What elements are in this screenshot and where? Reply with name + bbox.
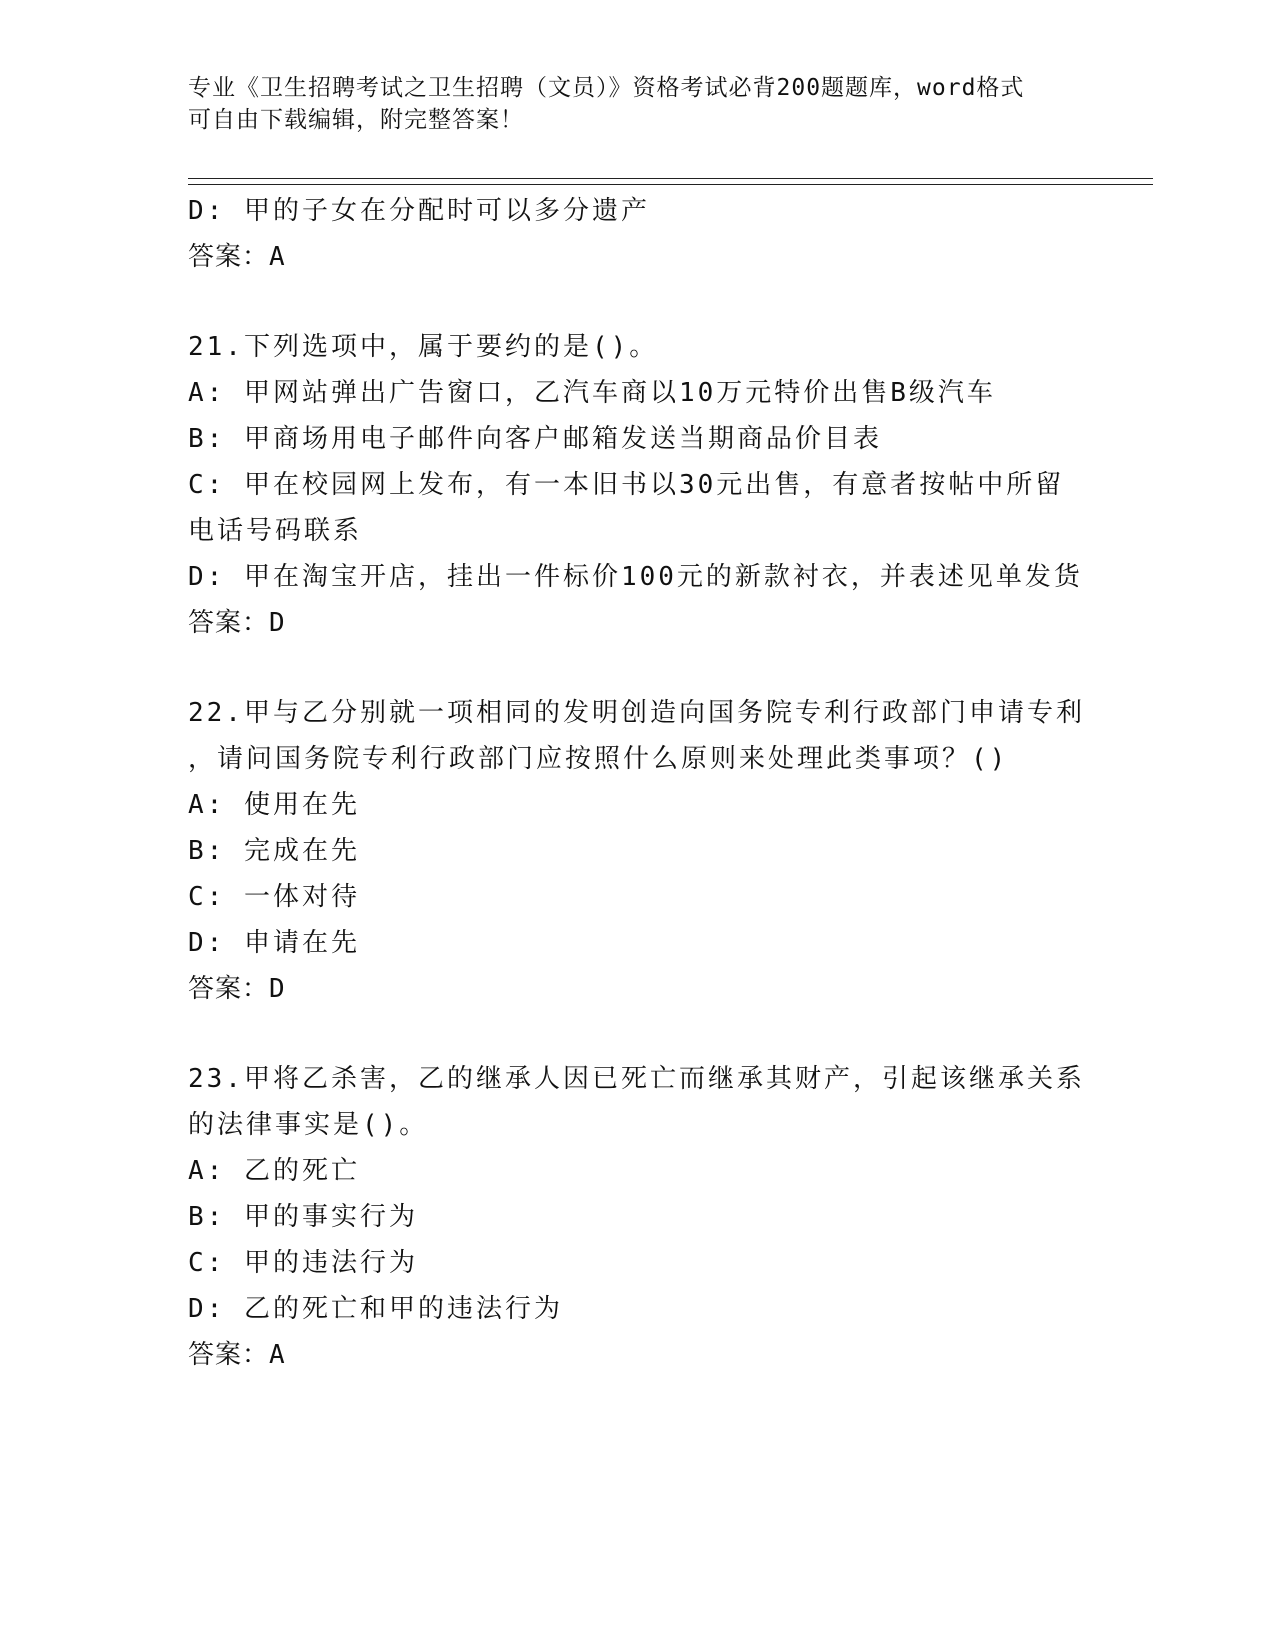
question-stem-continued: 的法律事实是()。 [188, 1110, 429, 1140]
option-d: D: 甲在淘宝开店，挂出一件标价100元的新款衬衣，并表述见单发货 [188, 562, 1083, 592]
spacer [188, 1012, 1088, 1056]
option-b: B: 甲商场用电子邮件向客户邮箱发送当期商品价目表 [188, 424, 882, 454]
question-stem: 23.甲将乙杀害，乙的继承人因已死亡而继承其财产，引起该继承关系 [188, 1064, 1085, 1094]
option-b: B: 完成在先 [188, 836, 360, 866]
header-line: 可自由下载编辑，附完整答案！ [188, 107, 524, 133]
option-a: A: 使用在先 [188, 790, 360, 820]
option-c: C: 一体对待 [188, 882, 360, 912]
page-header [188, 72, 1088, 136]
option-c: C: 甲的违法行为 [188, 1248, 418, 1278]
option-c-continued: 电话号码联系 [188, 516, 363, 546]
header-line: 专业《卫生招聘考试之卫生招聘（文员）》资格考试必背200题题库，word格式 [188, 75, 1025, 101]
question-21 [188, 324, 1088, 646]
question-22 [188, 690, 1088, 1012]
question-content [188, 188, 1088, 1378]
option-d: D: 申请在先 [188, 928, 360, 958]
answer-line: 答案：D [188, 608, 286, 638]
question-stem: 22.甲与乙分别就一项相同的发明创造向国务院专利行政部门申请专利 [188, 698, 1085, 728]
answer-line: 答案：D [188, 974, 286, 1004]
option-a: A: 乙的死亡 [188, 1156, 360, 1186]
option-d: D: 甲的子女在分配时可以多分遗产 [188, 196, 650, 226]
answer-line: 答案：A [188, 242, 286, 272]
spacer [188, 646, 1088, 690]
header-divider [188, 178, 1153, 185]
question-23 [188, 1056, 1088, 1378]
option-c: C: 甲在校园网上发布，有一本旧书以30元出售，有意者按帖中所留 [188, 470, 1065, 500]
option-a: A: 甲网站弹出广告窗口，乙汽车商以10万元特价出售B级汽车 [188, 378, 996, 408]
previous-question-tail [188, 188, 1088, 280]
spacer [188, 280, 1088, 324]
option-d: D: 乙的死亡和甲的违法行为 [188, 1294, 563, 1324]
question-stem-continued: ，请问国务院专利行政部门应按照什么原则来处理此类事项？() [188, 744, 1009, 774]
option-b: B: 甲的事实行为 [188, 1202, 418, 1232]
question-stem: 21.下列选项中，属于要约的是()。 [188, 332, 659, 362]
answer-line: 答案：A [188, 1340, 286, 1370]
